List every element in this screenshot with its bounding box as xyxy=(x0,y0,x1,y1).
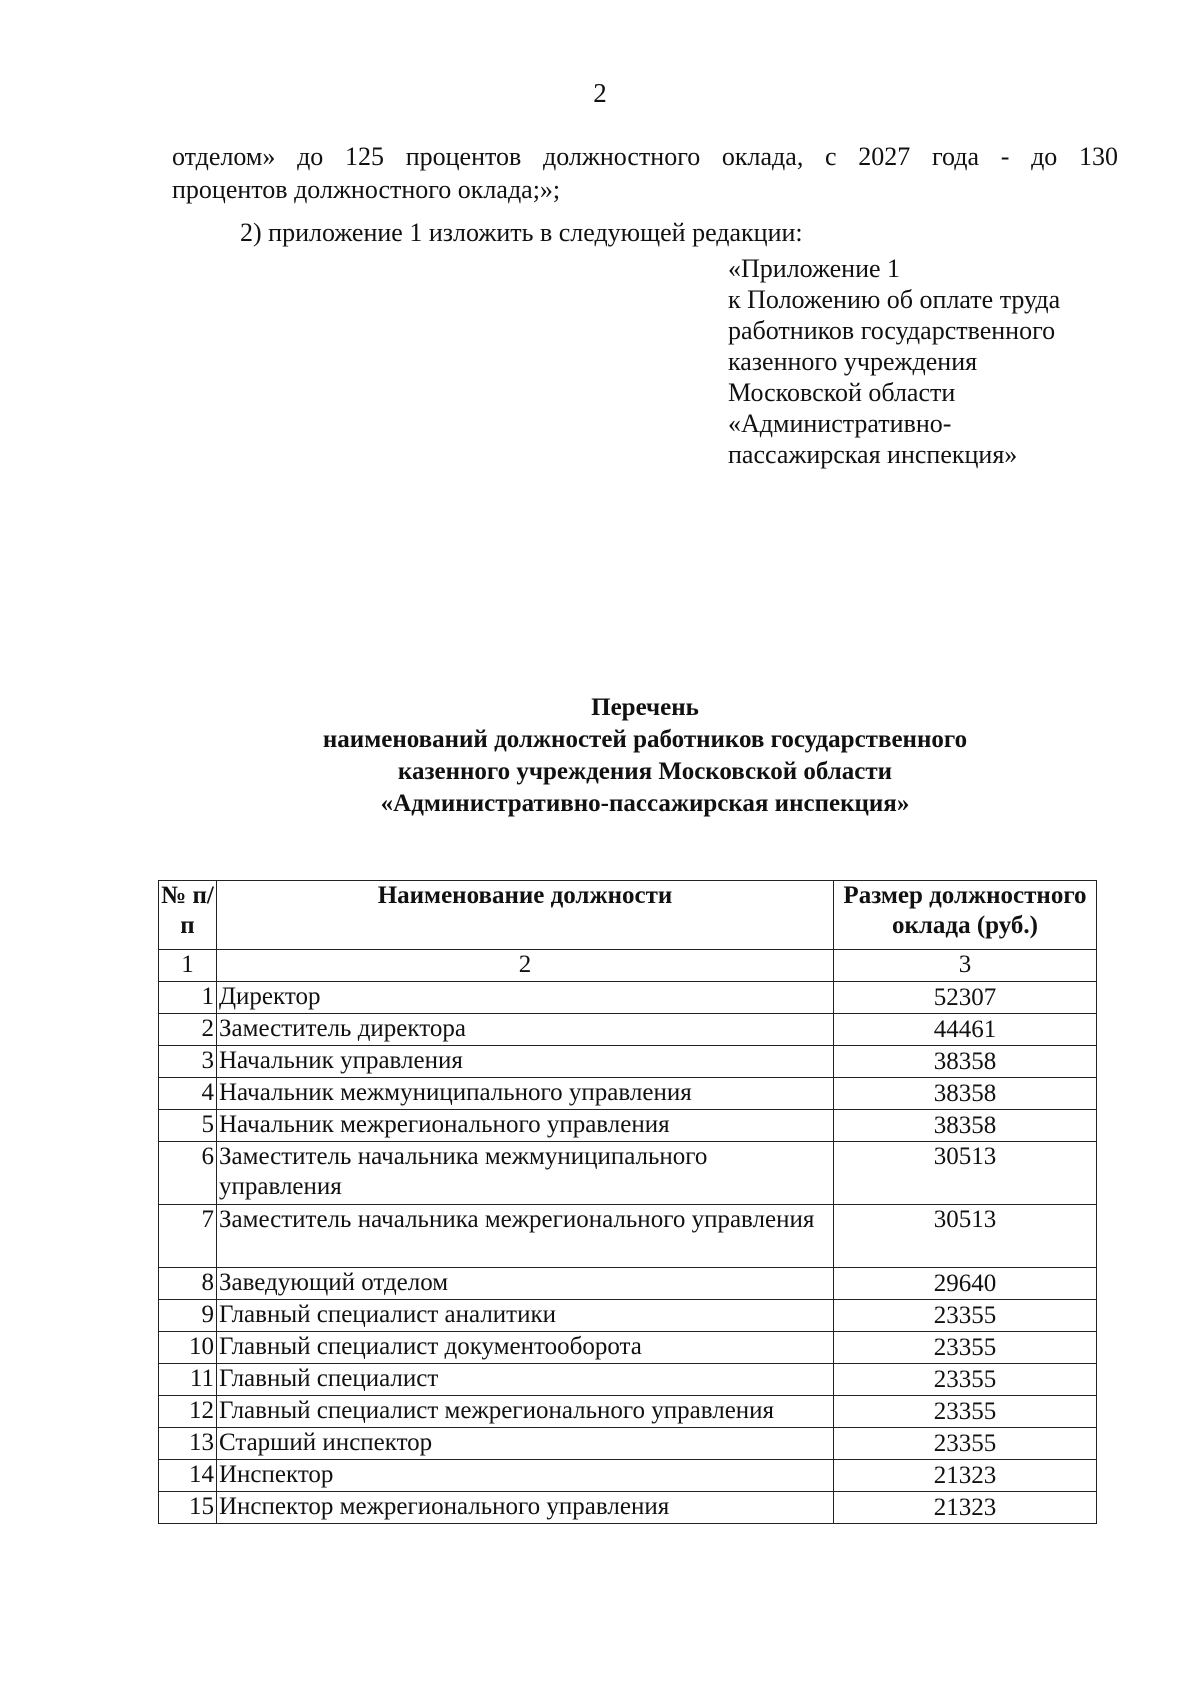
row-number: 6 xyxy=(159,1142,217,1205)
appendix-line: «Административно- xyxy=(728,409,952,438)
title-line: наименований должностей работников государственного xyxy=(322,726,968,753)
header-position-name: Наименование должности xyxy=(217,881,834,950)
intro-paragraph xyxy=(172,140,1118,206)
row-number: 5 xyxy=(159,1110,217,1142)
positions-table xyxy=(158,880,1097,1524)
row-position-name: Инспектор xyxy=(217,1460,834,1492)
index-cell: 1 xyxy=(159,950,217,982)
row-number: 7 xyxy=(159,1205,217,1268)
index-cell: 2 xyxy=(217,950,834,982)
table-row xyxy=(159,1142,1097,1205)
row-salary: 30513 xyxy=(834,1142,1097,1205)
paragraph-line-2: процентов должностного оклада;»; xyxy=(172,175,561,204)
row-salary: 23355 xyxy=(834,1428,1097,1460)
table-index-row xyxy=(159,950,1097,982)
row-salary: 23355 xyxy=(834,1396,1097,1428)
appendix-line: Московской области xyxy=(728,378,956,407)
table-row xyxy=(159,1014,1097,1046)
appendix-line: к Положению об оплате труда xyxy=(728,285,1061,314)
row-number: 10 xyxy=(159,1332,217,1364)
title-line: «Административно-пассажирская инспекция» xyxy=(380,790,910,817)
row-position-name: Директор xyxy=(217,982,834,1014)
row-number: 11 xyxy=(159,1364,217,1396)
table-row xyxy=(159,1205,1097,1268)
index-cell: 3 xyxy=(834,950,1097,982)
row-salary: 23355 xyxy=(834,1300,1097,1332)
row-salary: 29640 xyxy=(834,1268,1097,1300)
amendment-item-2: 2) приложение 1 изложить в следующей редакции: xyxy=(240,218,803,247)
row-position-name: Заведующий отделом xyxy=(217,1268,834,1300)
row-number: 15 xyxy=(159,1492,217,1524)
table-row xyxy=(159,1300,1097,1332)
table-row xyxy=(159,1428,1097,1460)
row-number: 2 xyxy=(159,1014,217,1046)
title-line: Перечень xyxy=(591,694,699,721)
row-salary: 38358 xyxy=(834,1046,1097,1078)
row-position-name: Старший инспектор xyxy=(217,1428,834,1460)
row-position-name: Заместитель начальника межмуниципального управления xyxy=(217,1142,834,1205)
table-row xyxy=(159,1046,1097,1078)
row-salary: 23355 xyxy=(834,1364,1097,1396)
row-number: 12 xyxy=(159,1396,217,1428)
row-salary: 21323 xyxy=(834,1492,1097,1524)
table-row xyxy=(159,1078,1097,1110)
appendix-line: казенного учреждения xyxy=(728,347,978,376)
table-row xyxy=(159,1110,1097,1142)
appendix-line: пассажирская инспекция» xyxy=(728,440,1018,469)
row-salary: 21323 xyxy=(834,1460,1097,1492)
table-row xyxy=(159,982,1097,1014)
row-number: 1 xyxy=(159,982,217,1014)
row-salary: 30513 xyxy=(834,1205,1097,1268)
table-row xyxy=(159,1396,1097,1428)
row-position-name: Инспектор межрегионального управления xyxy=(217,1492,834,1524)
paragraph-line-1: отделом» до 125 процентов должностного оклада, с 2027 года - до 130 xyxy=(172,142,1118,171)
row-number: 13 xyxy=(159,1428,217,1460)
row-salary: 44461 xyxy=(834,1014,1097,1046)
appendix-line: работников государственного xyxy=(728,316,1056,345)
row-salary: 38358 xyxy=(834,1078,1097,1110)
row-position-name: Начальник межмуниципального управления xyxy=(217,1078,834,1110)
header-salary: Размер должностного оклада (руб.) xyxy=(834,881,1097,950)
row-number: 14 xyxy=(159,1460,217,1492)
row-position-name: Заместитель директора xyxy=(217,1014,834,1046)
table-row xyxy=(159,1268,1097,1300)
row-number: 4 xyxy=(159,1078,217,1110)
page-number: 2 xyxy=(593,78,607,108)
row-position-name: Главный специалист межрегионального управления xyxy=(217,1396,834,1428)
table-header-row xyxy=(159,881,1097,950)
document-title xyxy=(0,692,1200,820)
table-row xyxy=(159,1364,1097,1396)
appendix-line: «Приложение 1 xyxy=(728,254,901,283)
row-salary: 52307 xyxy=(834,982,1097,1014)
row-number: 3 xyxy=(159,1046,217,1078)
row-position-name: Главный специалист документооборота xyxy=(217,1332,834,1364)
header-number: № п/п xyxy=(159,881,217,950)
row-position-name: Заместитель начальника межрегионального управления xyxy=(217,1205,834,1268)
row-number: 9 xyxy=(159,1300,217,1332)
appendix-heading xyxy=(728,253,1148,470)
row-number: 8 xyxy=(159,1268,217,1300)
row-position-name: Начальник межрегионального управления xyxy=(217,1110,834,1142)
title-line: казенного учреждения Московской области xyxy=(397,758,893,785)
table-row xyxy=(159,1332,1097,1364)
table-row xyxy=(159,1460,1097,1492)
row-salary: 23355 xyxy=(834,1332,1097,1364)
row-salary: 38358 xyxy=(834,1110,1097,1142)
row-position-name: Главный специалист аналитики xyxy=(217,1300,834,1332)
row-position-name: Главный специалист xyxy=(217,1364,834,1396)
row-position-name: Начальник управления xyxy=(217,1046,834,1078)
table-row xyxy=(159,1492,1097,1524)
